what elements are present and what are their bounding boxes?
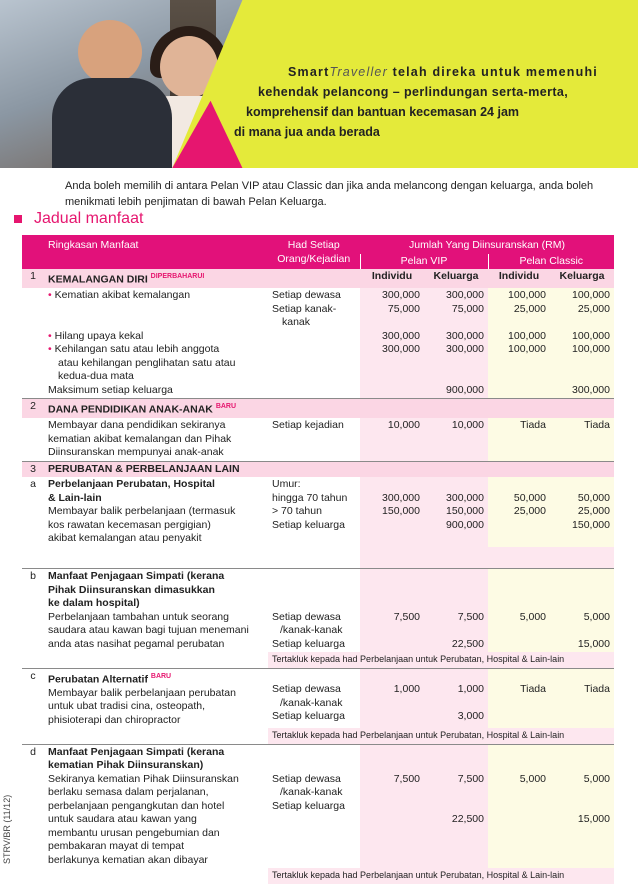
col-keluarga: Keluarga (550, 269, 614, 288)
note-row (22, 868, 614, 884)
amount-cell (360, 477, 424, 547)
benefit-item: Maksimum setiap keluarga (48, 383, 173, 396)
per-item: /kanak-kanak (280, 786, 343, 798)
desc-line: Manfaat Penjagaan Simpati (kerana (48, 745, 225, 758)
table-row-3d (22, 744, 614, 868)
amount: 5,000 (519, 610, 546, 623)
amount-cell (550, 569, 614, 653)
desc-line: perbelanjaan pengangkutan dan hotel (48, 799, 225, 812)
tagline-line3: komprehensif dan bantuan kecemasan 24 jam (246, 105, 520, 119)
section-row-2 (22, 399, 614, 419)
amount-cell (488, 668, 550, 728)
amount-cell (360, 569, 424, 653)
desc-line: anda atas nasihat pegamal perubatan (48, 637, 225, 650)
amount: 900,000 (446, 383, 484, 396)
desc-line: untuk saudara atau kawan yang (48, 813, 197, 825)
amount: 150,000 (446, 505, 484, 517)
section-title-text: Jadual manfaat (34, 210, 144, 227)
amount-cell (550, 744, 614, 868)
per-item: Setiap dewasa (272, 610, 341, 623)
amount: 100,000 (572, 343, 610, 355)
man-body (52, 78, 172, 168)
note-row (22, 652, 614, 668)
benefit-item: Kematian akibat kemalangan (54, 289, 191, 301)
per-item: hingga 70 tahun (272, 491, 348, 504)
amount: 100,000 (508, 329, 546, 342)
per-limit (268, 668, 360, 728)
hero-banner (0, 0, 638, 168)
benefit-item: atau kehilangan penglihatan satu atau (58, 356, 236, 369)
col-keluarga: Keluarga (424, 269, 488, 288)
desc-line: untuk ubat tradisi cina, osteopath, (48, 700, 206, 712)
benefit-item: kedua-dua mata (58, 370, 134, 382)
per-limit (268, 744, 360, 868)
amount: 300,000 (382, 289, 420, 301)
amount: 150,000 (572, 518, 610, 531)
per-item: > 70 tahun (272, 505, 322, 517)
note-text: Tertakluk kepada had Perbelanjaan untuk Perubatan, Hospital & Lain-lain (268, 868, 614, 884)
row-letter: b (30, 570, 36, 582)
brand-traveller: Traveller (329, 65, 388, 79)
amount: 300,000 (446, 491, 484, 504)
row-number: 2 (22, 399, 44, 419)
section-title (14, 210, 143, 228)
note-text: Tertakluk kepada had Perbelanjaan untuk Perubatan, Hospital & Lain-lain (268, 728, 614, 744)
col-individu: Individu (360, 269, 424, 288)
amount: 100,000 (508, 343, 546, 355)
amount: 7,500 (457, 772, 484, 785)
desc-line: Perbelanjaan Perubatan, Hospital (48, 478, 215, 490)
per-item: Setiap keluarga (272, 518, 345, 531)
bullet-square-icon (14, 215, 22, 223)
col-individu: Individu (488, 269, 550, 288)
amount: 75,000 (451, 302, 484, 315)
table-row-2 (22, 418, 614, 461)
amount: 25,000 (577, 505, 610, 517)
amount: 50,000 (577, 491, 610, 504)
amount: 5,000 (583, 610, 610, 623)
amount: 75,000 (387, 302, 420, 315)
header-per: Had Setiap Orang/Kejadian (268, 235, 360, 269)
vip-individu-cell (360, 288, 424, 399)
brand-smart: Smart (288, 65, 330, 79)
header-summary: Ringkasan Manfaat (44, 235, 268, 269)
desc-line: akibat kemalangan atau penyakit (48, 532, 202, 544)
amount: 300,000 (382, 329, 420, 342)
per-item: Setiap keluarga (272, 799, 345, 812)
amount: 300,000 (382, 343, 420, 355)
desc-line: Membayar balik perbelanjaan perubatan (48, 686, 236, 699)
note-row (22, 728, 614, 744)
desc-line: Perubatan Alternatif (48, 673, 148, 685)
amount: Tiada (520, 683, 546, 695)
amount: 300,000 (446, 329, 484, 342)
desc-line: kematian Pihak Diinsuranskan) (48, 759, 204, 771)
classic-keluarga-cell (550, 288, 614, 399)
benefit-desc (44, 668, 268, 728)
benefit-table (22, 235, 614, 884)
section-label: DANA PENDIDIKAN ANAK-ANAK (48, 403, 213, 416)
tagline-line2: kehendak pelancong – perlindungan serta-merta, (258, 85, 569, 99)
desc-line: & Lain-lain (48, 491, 102, 504)
desc-line: berlakunya kematian akan dibayar (48, 853, 208, 866)
desc-line: Membayar dana pendidikan sekiranya (48, 419, 226, 431)
amount: 10,000 (360, 418, 424, 461)
benefit-desc (44, 744, 268, 868)
desc-line: ke dalam hospital) (48, 597, 140, 609)
desc-line: pembakaran mayat di tempat (48, 840, 184, 852)
per-limit: Setiap kejadian (268, 418, 360, 461)
amount: 22,500 (451, 813, 484, 825)
benefit-desc (44, 418, 268, 461)
tag-badge: BARU (150, 672, 172, 680)
per-item: Setiap keluarga (272, 710, 345, 722)
per-item: Setiap dewasa (272, 683, 341, 695)
per-limit (268, 569, 360, 653)
desc-line: berlaku semasa dalam perjalanan, (48, 786, 209, 798)
per-item: Setiap dewasa (272, 772, 341, 785)
desc-line: saudara atau kawan bagi tujuan menemani (48, 624, 249, 636)
desc-line: Perbelanjaan tambahan untuk seorang (48, 610, 229, 623)
amount: 50,000 (513, 491, 546, 504)
man-face (78, 20, 142, 84)
amount: 10,000 (424, 418, 488, 461)
amount: Tiada (584, 683, 610, 695)
per-item: Setiap kanak- (272, 302, 337, 315)
row-letter: a (30, 478, 36, 490)
benefit-desc (44, 569, 268, 653)
per-item: kanak (282, 316, 311, 328)
amount-cell (424, 569, 488, 653)
amount: 100,000 (508, 289, 546, 301)
amount: 22,500 (451, 637, 484, 650)
tag-badge: BARU (215, 403, 237, 410)
row-letter: d (30, 745, 36, 758)
header-vip: Pelan VIP (360, 254, 488, 270)
table-row-3a (22, 477, 614, 547)
per-item: Setiap keluarga (272, 637, 345, 650)
amount: 300,000 (446, 289, 484, 301)
desc-line: Diinsuranskan mempunyai anak-anak (48, 446, 224, 458)
tagline-line1: telah direka untuk memenuhi (387, 65, 598, 79)
amount: 5,000 (583, 772, 610, 785)
note-text: Tertakluk kepada had Perbelanjaan untuk Perubatan, Hospital & Lain-lain (268, 652, 614, 668)
amount-cell (424, 744, 488, 868)
desc-line: Manfaat Penjagaan Simpati (kerana (48, 570, 225, 582)
section-label: KEMALANGAN DIRI (48, 273, 148, 286)
amount-cell (550, 668, 614, 728)
desc-line: Sekiranya kematian Pihak Diinsuranskan (48, 772, 239, 785)
desc-line: membantu urusan pengebumian dan (48, 826, 220, 839)
desc-line: kematian akibat kemalangan dan Pihak (48, 432, 232, 445)
header-classic: Pelan Classic (488, 254, 614, 270)
amount: Tiada (550, 418, 614, 461)
desc-line: kos rawatan kecemasan pergigian) (48, 518, 211, 531)
per-item: /kanak-kanak (280, 624, 343, 636)
amount-cell (424, 477, 488, 547)
side-code: STRV/BR (11/12) (2, 794, 12, 864)
per-item: Umur: (272, 478, 301, 490)
table-row-3b (22, 569, 614, 653)
amount-cell (360, 744, 424, 868)
desc-line: Membayar balik perbelanjaan (termasuk (48, 505, 236, 517)
intro-text: Anda boleh memilih di antara Pelan VIP atau Classic dan jika anda melancong dengan keluarga, anda boleh menikmati lebih penjimatan di bawah Pelan Keluarga. (65, 180, 594, 208)
amount-cell (488, 569, 550, 653)
tagline-line4: di mana jua anda berada (234, 125, 380, 139)
amount: 150,000 (382, 505, 420, 517)
row-letter: c (30, 669, 36, 682)
desc-line: Pihak Diinsuranskan dimasukkan (48, 583, 215, 596)
amount: 300,000 (382, 491, 420, 504)
section-title-1 (44, 269, 360, 288)
amount: 25,000 (513, 302, 546, 315)
header-amount: Jumlah Yang Diinsuranskan (RM) (360, 235, 614, 254)
amount: 15,000 (577, 637, 610, 650)
amount-cell (360, 668, 424, 728)
benefit-item: Hilang upaya kekal (54, 329, 144, 342)
amount: 7,500 (457, 610, 484, 623)
table-row-1 (22, 288, 614, 399)
per-limit (268, 288, 360, 399)
hero-tagline (232, 62, 612, 142)
amount: 25,000 (513, 505, 546, 517)
row-number: 3 (22, 461, 44, 477)
amount: 15,000 (577, 813, 610, 825)
amount: 100,000 (572, 289, 610, 301)
section-title-3: PERUBATAN & PERBELANJAAN LAIN (44, 461, 614, 477)
section-row-1 (22, 269, 614, 288)
amount: 7,500 (393, 772, 420, 785)
amount: 5,000 (519, 772, 546, 785)
section-title-2 (44, 399, 614, 419)
desc-line: phisioterapi dan chiropractor (48, 713, 181, 726)
tag-badge: DIPERBAHARUI (150, 273, 205, 280)
amount: 300,000 (572, 383, 610, 396)
vip-keluarga-cell (424, 288, 488, 399)
amount: 300,000 (446, 343, 484, 355)
amount-cell (488, 744, 550, 868)
per-item: Setiap dewasa (272, 289, 341, 301)
amount-cell (550, 477, 614, 547)
amount: 100,000 (572, 329, 610, 342)
benefit-desc (44, 477, 268, 547)
amount: 3,000 (457, 710, 484, 722)
amount: 7,500 (393, 610, 420, 623)
spacer-row (22, 547, 614, 569)
classic-individu-cell (488, 288, 550, 399)
row-number: 1 (22, 269, 44, 288)
amount: 900,000 (446, 518, 484, 531)
table-row-3c (22, 668, 614, 728)
amount: Tiada (488, 418, 550, 461)
amount-cell (488, 477, 550, 547)
amount: 1,000 (457, 683, 484, 695)
amount-cell (424, 668, 488, 728)
section-row-3 (22, 461, 614, 477)
per-item: /kanak-kanak (280, 696, 343, 709)
amount: 25,000 (577, 302, 610, 315)
benefit-desc: • Kematian akibat kemalangan • Hilang upaya kekal • Kehilangan satu atau lebih anggota atau kehilangan penglihatan satu atau kedua-dua mata Maksimum setiap keluarga (44, 288, 268, 399)
table-header-row (22, 235, 614, 254)
benefit-item: Kehilangan satu atau lebih anggota (54, 343, 220, 355)
per-limit (268, 477, 360, 547)
amount: 1,000 (393, 683, 420, 695)
